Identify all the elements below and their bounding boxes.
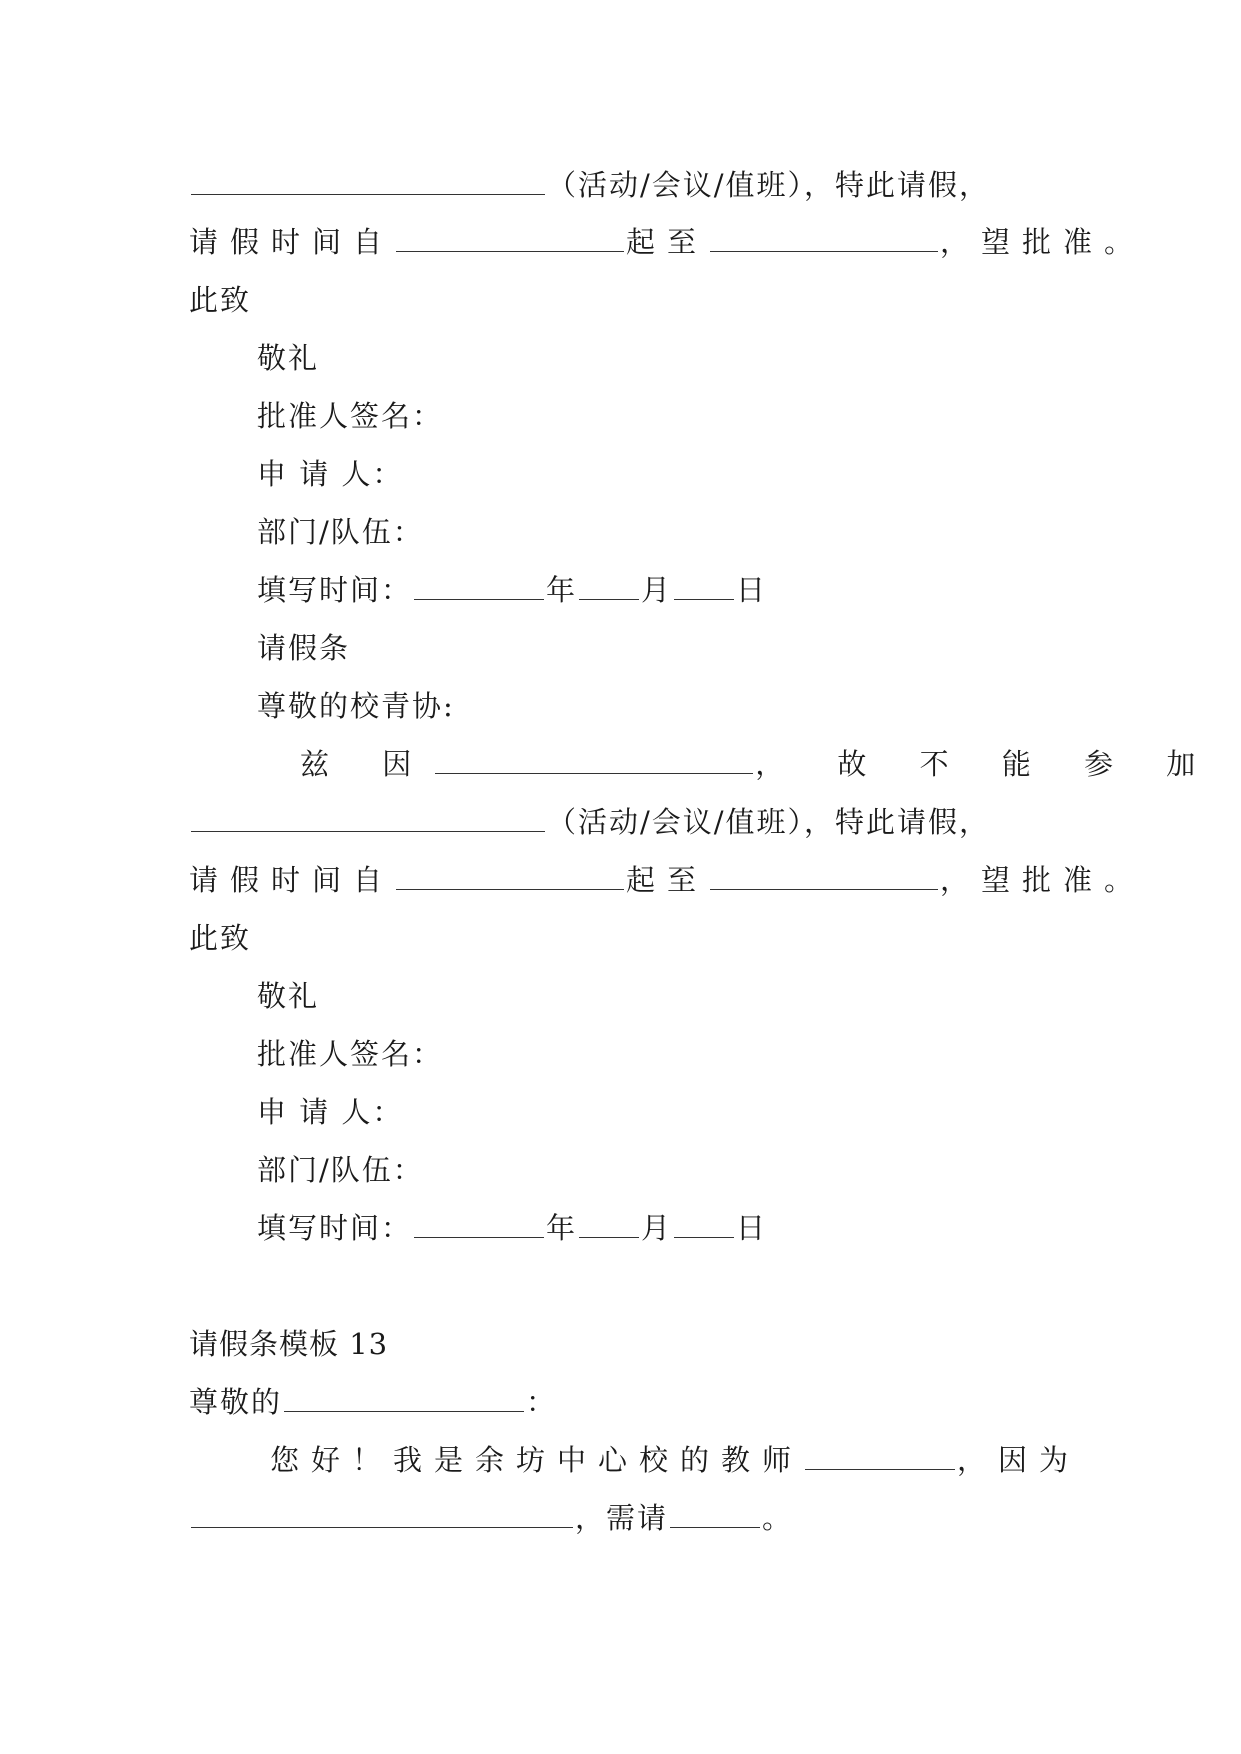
b2-reason-prefix: 兹 因 xyxy=(300,747,434,781)
b2-end-blank[interactable] xyxy=(710,861,938,890)
b3-salutation-prefix: 尊敬的 xyxy=(189,1385,283,1419)
b1-time-prefix: 请假时间自 xyxy=(189,225,395,259)
b3-body-mid: ，因为 xyxy=(957,1443,1081,1477)
b1-jingli: 敬礼 xyxy=(257,341,320,375)
b1-time-suffix: ，望批准。 xyxy=(940,225,1146,259)
b3-reason-blank[interactable] xyxy=(191,1499,573,1528)
b1-applicant-label: 申 请 人： xyxy=(257,457,404,491)
b2-title: 请假条 xyxy=(257,631,351,665)
b2-start-blank[interactable] xyxy=(396,861,624,890)
b1-end-blank[interactable] xyxy=(710,223,938,252)
b2-time-suffix: ，望批准。 xyxy=(940,863,1146,897)
b2-time-prefix: 请假时间自 xyxy=(189,863,395,897)
b1-activity-line xyxy=(189,165,990,205)
b2-activity-blank[interactable] xyxy=(191,803,545,832)
b1-month-blank[interactable] xyxy=(579,571,639,600)
b2-month-blank[interactable] xyxy=(579,1209,639,1238)
b2-month-label: 月 xyxy=(641,1211,673,1245)
b1-year-blank[interactable] xyxy=(414,571,544,600)
b2-salutation: 尊敬的校青协: xyxy=(257,689,455,723)
b1-day-blank[interactable] xyxy=(674,571,734,600)
b3-body-line2 xyxy=(189,1498,793,1538)
b2-dept-label: 部门/队伍： xyxy=(257,1153,424,1187)
b2-day-blank[interactable] xyxy=(674,1209,734,1238)
b3-duration-blank[interactable] xyxy=(670,1499,760,1528)
b1-activity-suffix: （活动/会议/值班），特此请假， xyxy=(547,168,991,202)
b2-approver-label: 批准人签名： xyxy=(257,1037,444,1071)
b2-time-line xyxy=(189,860,1145,900)
b3-line2-mid: ，需请 xyxy=(575,1501,669,1535)
b1-time-line xyxy=(189,222,1145,262)
b2-reason-suffix: ， 故 不 能 参 加 xyxy=(755,747,1218,781)
b1-fill-time-label: 填写时间： xyxy=(257,573,413,607)
b1-dept-label: 部门/队伍： xyxy=(257,515,424,549)
b3-line2-suffix: 。 xyxy=(762,1501,794,1535)
b1-month-label: 月 xyxy=(641,573,673,607)
b1-day-label: 日 xyxy=(736,573,768,607)
b3-teacher-blank[interactable] xyxy=(805,1441,955,1470)
b3-heading: 请假条模板 13 xyxy=(189,1327,389,1361)
b2-fill-time-line xyxy=(257,1208,767,1248)
b3-body-line xyxy=(270,1440,1080,1480)
b2-year-label: 年 xyxy=(546,1211,578,1245)
b1-year-label: 年 xyxy=(546,573,578,607)
b2-cizhi: 此致 xyxy=(189,921,252,955)
b2-jingli: 敬礼 xyxy=(257,979,320,1013)
b2-time-mid: 起至 xyxy=(626,863,709,897)
b1-start-blank[interactable] xyxy=(396,223,624,252)
b2-applicant-label: 申 请 人： xyxy=(257,1095,404,1129)
b2-activity-line xyxy=(189,802,990,842)
b2-day-label: 日 xyxy=(736,1211,768,1245)
b2-reason-blank[interactable] xyxy=(435,745,753,774)
b2-year-blank[interactable] xyxy=(414,1209,544,1238)
b3-salutation-suffix: ： xyxy=(526,1385,558,1419)
b1-fill-time-line xyxy=(257,570,767,610)
b2-reason-line xyxy=(300,744,1217,784)
b1-activity-blank[interactable] xyxy=(191,166,545,195)
b3-salutation-line xyxy=(189,1382,557,1422)
b2-fill-time-label: 填写时间： xyxy=(257,1211,413,1245)
b3-recipient-blank[interactable] xyxy=(284,1383,524,1412)
b1-cizhi: 此致 xyxy=(189,283,252,317)
b3-body-prefix: 您好！我是余坊中心校的教师 xyxy=(270,1443,804,1477)
b1-time-mid: 起至 xyxy=(626,225,709,259)
b2-activity-suffix: （活动/会议/值班），特此请假， xyxy=(547,805,991,839)
b1-approver-label: 批准人签名： xyxy=(257,399,444,433)
